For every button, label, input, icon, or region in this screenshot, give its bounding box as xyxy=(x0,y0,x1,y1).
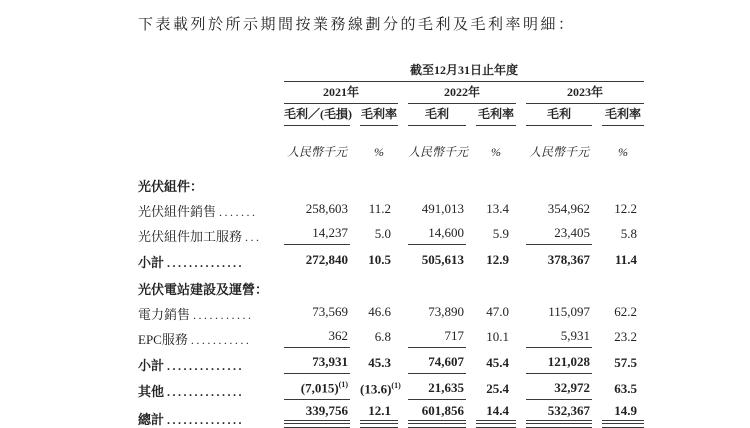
value-text: 6.8 xyxy=(374,329,391,344)
row-label-cell xyxy=(138,298,284,323)
value-cell xyxy=(350,374,401,400)
value-text: 378,367 xyxy=(547,252,590,267)
row-label: 小計 xyxy=(138,358,165,373)
value-cell xyxy=(592,348,644,374)
value-text: 45.3 xyxy=(368,355,391,370)
value-cell xyxy=(516,348,592,374)
unit-label: 人民幣千元 xyxy=(286,145,347,159)
value-cell xyxy=(466,400,516,428)
dot-leader: ........... xyxy=(190,333,252,347)
value-cell xyxy=(592,374,644,400)
table-header xyxy=(138,60,644,168)
value-text: 601,856 xyxy=(408,403,466,421)
value-cell xyxy=(284,374,350,400)
period-header-cell xyxy=(284,60,644,82)
value-cell xyxy=(466,195,516,220)
dot-leader: .............. xyxy=(167,413,245,427)
value-cell xyxy=(284,245,350,271)
section-row xyxy=(138,168,644,195)
value-text: 10.1 xyxy=(486,329,509,344)
gross-profit-table xyxy=(138,60,644,428)
value-text: 491,013 xyxy=(421,201,464,216)
unit-header-cell xyxy=(516,126,592,168)
data-row xyxy=(138,298,644,323)
measure-header-cell xyxy=(466,104,516,126)
value-cell xyxy=(350,195,398,220)
value-text: 45.4 xyxy=(486,355,509,370)
unit-header-cell xyxy=(350,126,398,168)
value-cell xyxy=(350,400,398,428)
value-cell xyxy=(466,323,516,348)
value-text: 25.4 xyxy=(486,381,509,396)
value-cell xyxy=(516,323,592,348)
value-text: 23,405 xyxy=(526,225,592,245)
row-label: 小計 xyxy=(138,255,165,270)
row-label: 總計 xyxy=(138,412,165,427)
measure-header-cell xyxy=(284,104,350,126)
value-text: 11.4 xyxy=(614,252,638,267)
value-text: 121,028 xyxy=(526,354,592,374)
value-cell xyxy=(284,298,350,323)
measure-label: 毛利 xyxy=(408,105,466,126)
unit-label: % xyxy=(374,145,384,159)
row-label: EPC服務 xyxy=(138,332,188,347)
row-label-cell xyxy=(138,245,284,271)
dot-leader: .............. xyxy=(167,256,245,270)
value-cell xyxy=(398,323,466,348)
value-text: 505,613 xyxy=(421,252,464,267)
value-cell xyxy=(398,298,466,323)
empty-label-cell xyxy=(138,126,284,168)
value-text: 362 xyxy=(284,328,350,348)
value-text: 12.9 xyxy=(486,252,509,267)
value-text: 5.9 xyxy=(492,226,509,241)
value-text: 14,600 xyxy=(408,225,466,245)
value-cell xyxy=(466,348,516,374)
row-label-cell xyxy=(138,374,284,400)
value-cell xyxy=(592,195,644,220)
value-cell xyxy=(466,245,516,271)
year-header-cell xyxy=(398,82,516,104)
value-cell xyxy=(592,220,644,245)
value-cell xyxy=(284,400,350,428)
unit-header-cell xyxy=(398,126,469,168)
period-header-row xyxy=(138,60,644,82)
value-cell xyxy=(350,245,398,271)
value-cell xyxy=(516,400,592,428)
measure-label: 毛利率 xyxy=(360,105,398,126)
value-text: 258,603 xyxy=(305,201,348,216)
value-text: 62.2 xyxy=(614,304,638,319)
measure-header-cell xyxy=(516,104,592,126)
value-text: 23.2 xyxy=(614,329,638,344)
unit-header-cell xyxy=(284,126,350,168)
units-header-row xyxy=(138,126,644,168)
dot-leader: ....... xyxy=(219,205,258,219)
value-text: 74,607 xyxy=(408,354,466,374)
year-label-2021: 2021年 xyxy=(284,83,398,104)
value-cell xyxy=(350,298,398,323)
row-label: 光伏組件加工服務 xyxy=(138,229,243,244)
value-cell xyxy=(516,195,592,220)
value-text: 14.9 xyxy=(602,403,644,421)
value-text: 13.4 xyxy=(486,201,509,216)
value-text: 21,635 xyxy=(408,380,466,400)
measure-label: 毛利率 xyxy=(476,105,516,126)
value-cell xyxy=(466,374,516,400)
value-text: 73,931 xyxy=(284,354,350,374)
row-label-cell xyxy=(138,348,284,374)
measure-header-cell xyxy=(592,104,644,126)
double-rule xyxy=(476,423,516,428)
value-cell xyxy=(350,348,398,374)
footnote-marker: (1) xyxy=(338,379,348,389)
value-cell xyxy=(592,400,644,428)
value-text: 354,962 xyxy=(547,201,590,216)
value-text: 11.2 xyxy=(368,201,391,216)
total-row xyxy=(138,400,644,428)
value-cell xyxy=(284,195,350,220)
section-row xyxy=(138,271,644,298)
value-cell xyxy=(398,245,466,271)
subtotal-row xyxy=(138,245,644,271)
value-text: 12.2 xyxy=(614,201,638,216)
value-cell xyxy=(516,298,592,323)
data-row xyxy=(138,195,644,220)
unit-label: 人民幣千元 xyxy=(408,145,469,159)
value-cell xyxy=(398,348,466,374)
value-cell xyxy=(398,220,466,245)
value-text: 73,890 xyxy=(428,304,464,319)
measure-header-cell xyxy=(398,104,466,126)
value-cell xyxy=(350,220,398,245)
unit-label: 人民幣千元 xyxy=(528,145,589,159)
unit-label: % xyxy=(491,145,501,159)
value-text: 5.0 xyxy=(374,226,391,241)
row-label-cell xyxy=(138,195,284,220)
value-text: 717 xyxy=(408,328,466,348)
row-label-cell xyxy=(138,220,284,245)
value-text: 63.5 xyxy=(614,381,638,396)
section-label: 光伏電站建設及運營： xyxy=(138,282,269,297)
value-cell xyxy=(284,348,350,374)
value-cell xyxy=(466,298,516,323)
empty-label-cell xyxy=(138,104,284,126)
section-label: 光伏組件： xyxy=(138,179,204,194)
row-label-cell xyxy=(138,323,284,348)
value-text: $(7,015)^{(1)}$ xyxy=(284,380,350,400)
value-text: 10.5 xyxy=(368,252,391,267)
measure-header-cell xyxy=(350,104,398,126)
value-text: 73,569 xyxy=(312,304,348,319)
subtotal-row xyxy=(138,348,644,374)
data-row xyxy=(138,323,644,348)
value-cell xyxy=(466,220,516,245)
value-text: 32,972 xyxy=(526,380,592,400)
value-cell xyxy=(350,323,398,348)
double-rule xyxy=(602,423,644,428)
value-cell xyxy=(592,323,644,348)
table-body xyxy=(138,168,644,428)
value-text: 14,237 xyxy=(284,225,350,245)
value-cell xyxy=(516,245,592,271)
year-label-2023: 2023年 xyxy=(526,83,644,104)
row-label: 電力銷售 xyxy=(138,307,191,322)
measure-label: 毛利率 xyxy=(602,105,644,126)
year-header-cell xyxy=(516,82,644,104)
value-text: 12.1 xyxy=(360,403,398,421)
unit-header-cell xyxy=(466,126,516,168)
footnote-marker: (1) xyxy=(391,380,401,390)
value-text: 339,756 xyxy=(284,403,350,421)
row-label-cell xyxy=(138,400,284,428)
dot-leader: ........... xyxy=(193,308,254,322)
year-header-cell xyxy=(284,82,398,104)
measure-label: 毛利 xyxy=(526,105,592,126)
value-cell xyxy=(516,220,592,245)
measure-header-row xyxy=(138,104,644,126)
value-cell xyxy=(592,298,644,323)
empty-label-cell xyxy=(138,60,284,82)
value-cell xyxy=(284,220,350,245)
data-row xyxy=(138,220,644,245)
measure-label: 毛利／(毛損) xyxy=(284,105,350,126)
year-label-2022: 2022年 xyxy=(408,83,516,104)
intro-text: 下表載列於所示期間按業務線劃分的毛利及毛利率明細： xyxy=(138,17,576,33)
value-text: 57.5 xyxy=(614,355,638,370)
double-rule xyxy=(284,423,350,428)
year-header-row xyxy=(138,82,644,104)
value-text: 5,931 xyxy=(526,328,592,348)
value-cell xyxy=(592,245,644,271)
double-rule xyxy=(408,423,466,428)
value-text: 532,367 xyxy=(526,403,592,421)
value-text: 46.6 xyxy=(368,304,391,319)
value-text: 5.8 xyxy=(620,226,638,241)
double-rule xyxy=(360,423,398,428)
value-cell xyxy=(516,374,592,400)
unit-header-cell xyxy=(592,126,644,168)
double-rule xyxy=(526,423,592,428)
subtotal-row xyxy=(138,374,644,400)
dot-leader: .............. xyxy=(167,385,245,399)
unit-label: % xyxy=(618,145,628,159)
value-text: 115,097 xyxy=(548,304,590,319)
row-label: 其他 xyxy=(138,384,165,399)
period-label: 截至12月31日止年度 xyxy=(284,61,644,82)
empty-label-cell xyxy=(138,82,284,104)
value-cell xyxy=(398,374,466,400)
value-cell xyxy=(398,400,466,428)
value-text: 47.0 xyxy=(486,304,509,319)
value-text: 14.4 xyxy=(476,403,516,421)
value-cell xyxy=(398,195,466,220)
value-text: 272,840 xyxy=(305,252,348,267)
row-label: 光伏組件銷售 xyxy=(138,204,217,219)
value-cell xyxy=(284,323,350,348)
value-text: $(13.6)^{(1)}$ xyxy=(360,380,401,396)
dot-leader: ... xyxy=(245,230,262,244)
dot-leader: .............. xyxy=(167,359,245,373)
